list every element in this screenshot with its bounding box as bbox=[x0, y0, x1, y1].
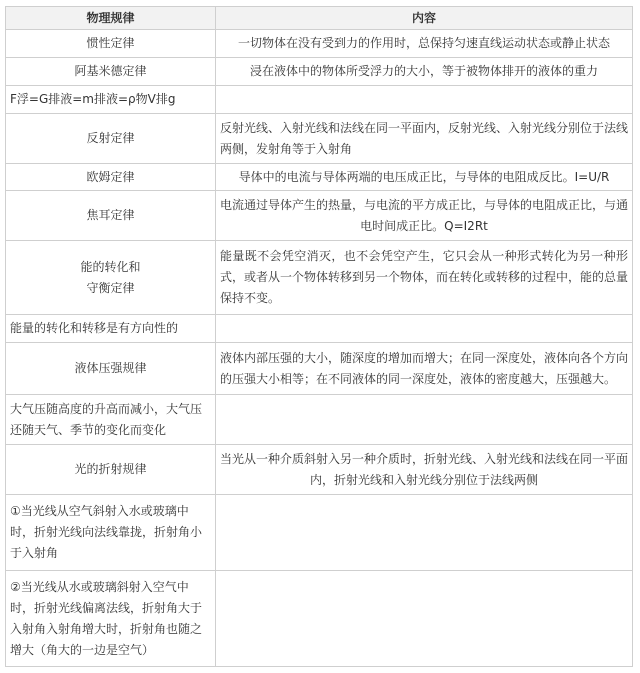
law-content: 浸在液体中的物体所受浮力的大小，等于被物体排开的液体的重力 bbox=[216, 58, 633, 86]
table-row bbox=[6, 445, 633, 495]
table-row bbox=[6, 395, 633, 445]
header-law: 物理规律 bbox=[6, 7, 216, 30]
law-name: 大气压随高度的升高而减小，大气压还随天气、季节的变化而变化 bbox=[6, 395, 216, 445]
law-content bbox=[216, 495, 633, 571]
law-content: 反射光线、入射光线和法线在同一平面内，反射光线、入射光线分别位于法线两侧，发射角等于入射角 bbox=[216, 114, 633, 164]
law-content: 导体中的电流与导体两端的电压成正比，与导体的电阻成反比。I=U/R bbox=[216, 164, 633, 191]
table-row bbox=[6, 315, 633, 343]
law-content bbox=[216, 315, 633, 343]
law-content: 液体内部压强的大小，随深度的增加而增大；在同一深度处，液体向各个方向的压强大小相等；在不同液体的同一深度处，液体的密度越大，压强越大。 bbox=[216, 343, 633, 395]
law-content: 一切物体在没有受到力的作用时，总保持匀速直线运动状态或静止状态 bbox=[216, 30, 633, 58]
table-row bbox=[6, 86, 633, 114]
table-row bbox=[6, 241, 633, 315]
law-name: F浮=G排液=m排液=ρ物V排g bbox=[6, 86, 216, 114]
law-name: 反射定律 bbox=[6, 114, 216, 164]
law-name: 惯性定律 bbox=[6, 30, 216, 58]
table-row bbox=[6, 343, 633, 395]
law-content: 电流通过导体产生的热量，与电流的平方成正比，与导体的电阻成正比，与通电时间成正比。Q=I2Rt bbox=[216, 191, 633, 241]
table-row bbox=[6, 58, 633, 86]
table-row bbox=[6, 571, 633, 667]
law-name: ①当光线从空气斜射入水或玻璃中时，折射光线向法线靠拢，折射角小于入射角 bbox=[6, 495, 216, 571]
law-name: 液体压强规律 bbox=[6, 343, 216, 395]
law-name: ②当光线从水或玻璃斜射入空气中时，折射光线偏离法线，折射角大于入射角入射角增大时，折射角也随之增大（角大的一边是空气） bbox=[6, 571, 216, 667]
law-name: 焦耳定律 bbox=[6, 191, 216, 241]
table-row bbox=[6, 164, 633, 191]
law-name: 能量的转化和转移是有方向性的 bbox=[6, 315, 216, 343]
table-row bbox=[6, 114, 633, 164]
header-content: 内容 bbox=[216, 7, 633, 30]
law-content bbox=[216, 86, 633, 114]
table-row bbox=[6, 495, 633, 571]
physics-laws-table bbox=[5, 6, 633, 667]
law-name: 欧姆定律 bbox=[6, 164, 216, 191]
table-header-row bbox=[6, 7, 633, 30]
law-name: 阿基米德定律 bbox=[6, 58, 216, 86]
law-content: 当光从一种介质斜射入另一种介质时，折射光线、入射光线和法线在同一平面内，折射光线和入射光线分别位于法线两侧 bbox=[216, 445, 633, 495]
table-row bbox=[6, 191, 633, 241]
table-row bbox=[6, 30, 633, 58]
law-content bbox=[216, 395, 633, 445]
law-content: 能量既不会凭空消灭，也不会凭空产生，它只会从一种形式转化为另一种形式，或者从一个物体转移到另一个物体，而在转化或转移的过程中，能的总量保持不变。 bbox=[216, 241, 633, 315]
law-name: 光的折射规律 bbox=[6, 445, 216, 495]
law-name: 能的转化和 守衡定律 bbox=[6, 241, 216, 315]
law-content bbox=[216, 571, 633, 667]
